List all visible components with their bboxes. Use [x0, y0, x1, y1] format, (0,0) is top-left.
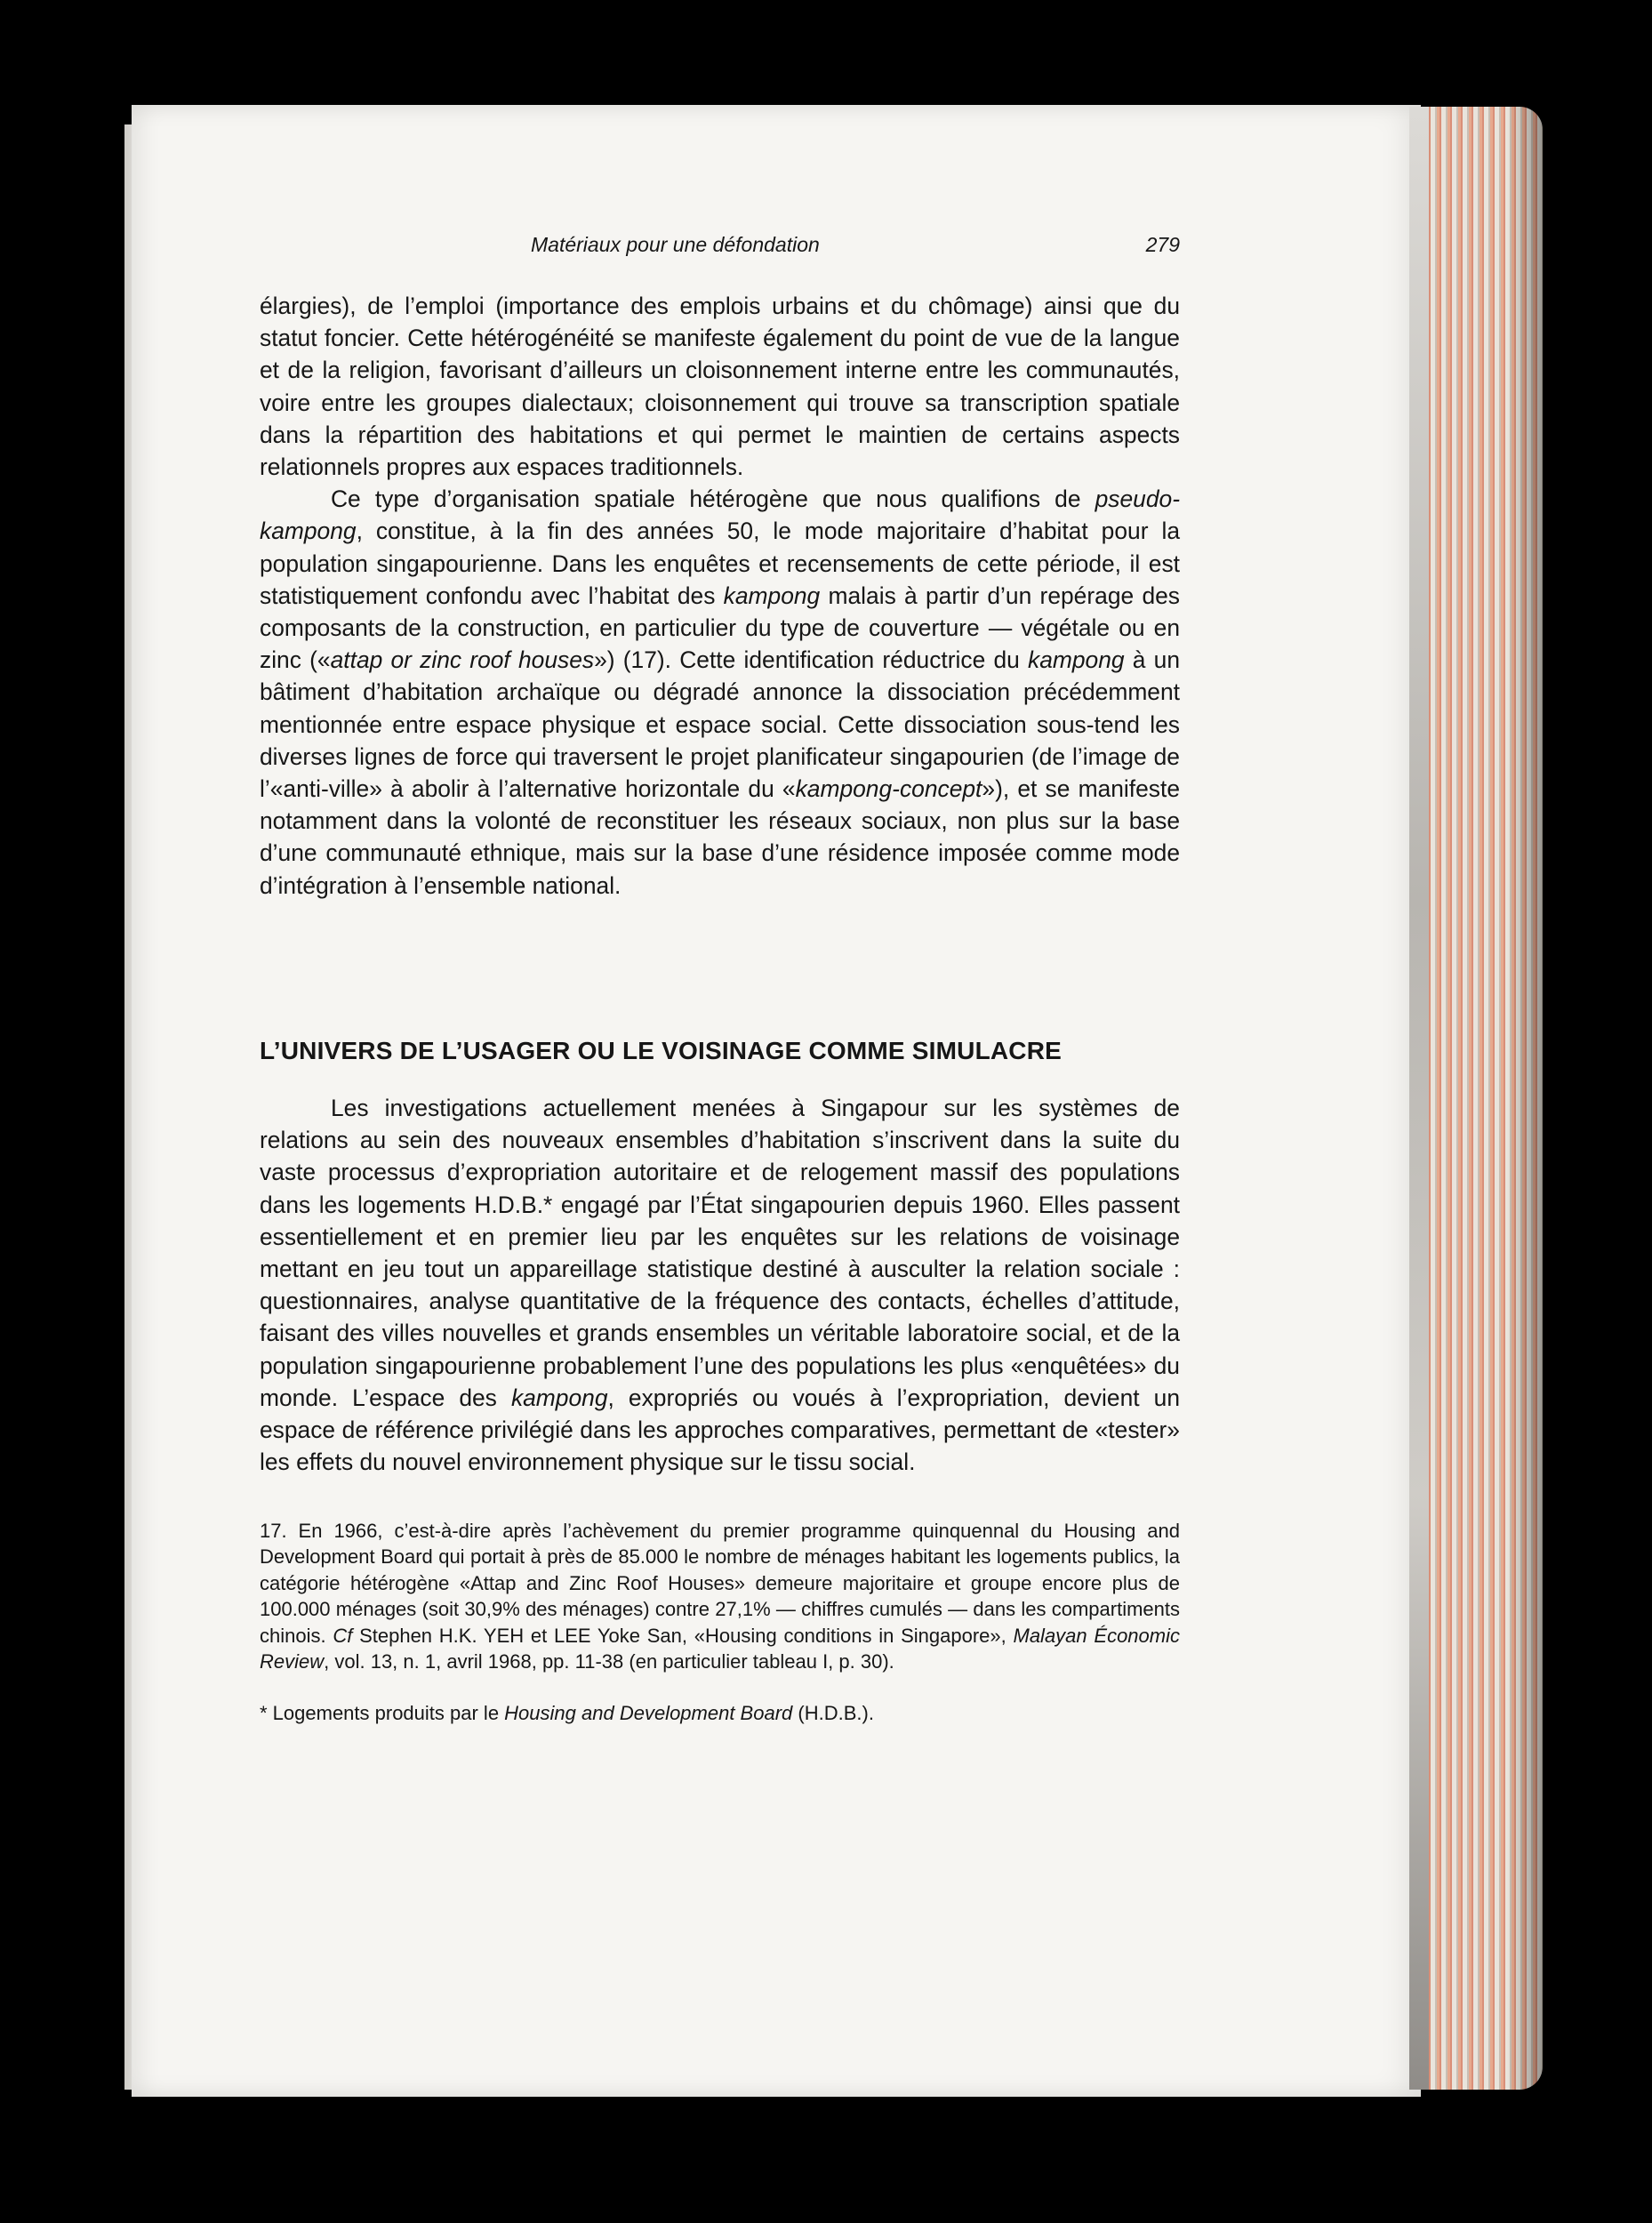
italic-term: kampong — [510, 1384, 608, 1411]
text-run: ») (17). Cette identification réductrice du — [594, 646, 1029, 674]
text-run: , expropriés ou voués à l’expropriation, devient un espace de référence privilégié dans les approches comparatives, permettant de «tester» les effets du nouvel environnement physique sur le tissu social. — [260, 1384, 1180, 1476]
page-content — [260, 222, 1180, 1726]
section-heading: L’UNIVERS DE L’USAGER OU LE VOISINAGE COMME SIMULACRE — [260, 1036, 1063, 1064]
text-run: Les investigations actuellement menées à Singapour sur les systèmes de relations au sein des nouveaux ensembles d’habitation s’inscrivent dans la suite du vaste processus d’expropriation autoritaire et de relogement massif des populations dans les logements H.D.B.* engagé par l’État singapourien depuis 1960. Elles passent essentiellement et en premier lieu par les enquêtes sur les relations de voisinage mettant en jeu tout un appareillage statistique destiné à ausculter la relation sociale : questionnaires, analyse quantitative de la fréquence des contacts, échelles d’attitude, faisant des villes nouvelles et grands ensembles un véritable laboratoire social, et de la population singapourienne probablement l’une des populations les plus «enquêtées» du monde. L’espace des — [260, 1095, 1180, 1411]
paragraph-2 — [260, 483, 1180, 902]
page-number: 279 — [1145, 233, 1180, 256]
body-text — [260, 290, 1180, 1479]
running-title: Matériaux pour une défondation — [531, 233, 820, 256]
running-header — [260, 222, 1180, 261]
text-run: (H.D.B.). — [792, 1701, 874, 1724]
footnote-star — [260, 1700, 1180, 1727]
italic-term: attap or zinc roof houses — [330, 646, 595, 674]
footnotes — [260, 1518, 1180, 1727]
paragraph-1: élargies), de l’emploi (importance des emplois urbains et du chômage) ainsi que du statut foncier. Cette hétérogénéité se manifeste également du point de vue de la langue et de la religion, favorisant d’ailleurs un cloisonnement interne entre les communautés, voire entre les groupes dialectaux; cloisonnement qui trouve sa transcription spatiale dans la répartition des habitations et qui permet le maintien de certains aspects relationnels propres aux espaces traditionnels. — [260, 293, 1180, 481]
paragraph-3 — [260, 1092, 1180, 1478]
italic-term: kampong — [1028, 646, 1125, 674]
text-run: Ce type d’organisation spatiale hétérogène que nous qualifions de — [331, 486, 1095, 513]
italic-term: kampong-concept — [795, 775, 982, 803]
italic-term: Housing and Development Board — [504, 1701, 793, 1724]
text-run: Stephen H.K. YEH et LEE Yoke San, «Housing conditions in Singapore», — [352, 1624, 1014, 1647]
page-edges — [1409, 107, 1543, 2090]
italic-term: pseudo-kampong — [260, 486, 1180, 545]
text-run: 17. En 1966, c’est-à-dire après l’achèvement du premier programme quinquennal du Housing and Development Board qui portait à près de 85.000 le nombre de ménages habitant les logements publics, la catégorie hétérogène «Attap and Zinc Roof Houses» demeure majoritaire et groupe encore plus de 100.000 ménages (soit 30,9% des ménages) contre 27,1% — chiffres cumulés — dans les compartiments chinois. — [260, 1519, 1180, 1647]
italic-term: Malayan Économic Review — [260, 1624, 1180, 1673]
text-run: * Logements produits par le — [260, 1701, 505, 1724]
text-run: »), et se manifeste notamment dans la volonté de reconstituer les réseaux sociaux, non plus sur la base d’une communauté ethnique, mais sur la base d’une résidence imposée comme mode d’intégration à l’ensemble national. — [260, 775, 1180, 899]
footnote-17 — [260, 1518, 1180, 1675]
text-run: à un bâtiment d’habitation archaïque ou dégradé annonce la dissociation précédemment mentionnée entre espace physique et espace social. Cette dissociation sous-tend les diverses lignes de force qui traversent le projet planificateur singapourien (de l’image de l’«anti-ville» à abolir à l’alternative horizontale du « — [260, 646, 1181, 803]
italic-term: Cf — [333, 1624, 353, 1647]
text-run: , vol. 13, n. 1, avril 1968, pp. 11-38 (en particulier tableau I, p. 30). — [324, 1650, 894, 1673]
text-run: malais à partir d’un repérage des composants de la construction, en particulier du type de couverture — végétale ou en zinc (« — [260, 582, 1180, 674]
text-run: , constitue, à la fin des années 50, le mode majoritaire d’habitat pour la population singapourienne. Dans les enquêtes et recensements de cette période, il est statistiquement confondu avec l’habitat des — [260, 518, 1180, 609]
italic-term: kampong — [723, 582, 821, 609]
